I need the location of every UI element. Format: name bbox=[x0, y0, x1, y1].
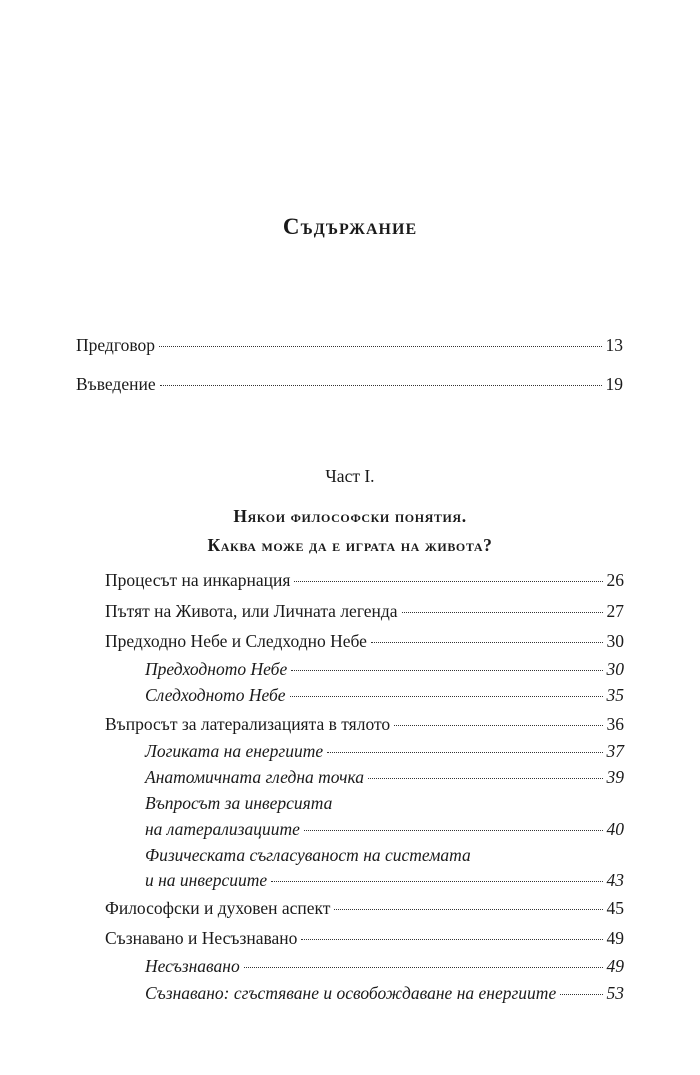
page-title: Съдържание bbox=[282, 214, 418, 239]
part-title-line-1: Някои философски понятия. bbox=[233, 506, 467, 526]
toc-subentry[interactable] bbox=[145, 818, 624, 840]
toc-entry-label: Предходно Небе и Следходно Небе bbox=[105, 631, 367, 651]
toc-entry-page: 49 bbox=[606, 956, 624, 976]
toc-entry-label: Съзнавано: сгъстяване и освобождаване на енергиите bbox=[145, 983, 557, 1003]
toc-subentry[interactable] bbox=[145, 766, 624, 788]
toc-entry-label: Процесът на инкарнация bbox=[105, 570, 291, 590]
part-label: Част I. bbox=[325, 466, 375, 486]
dot-leader bbox=[368, 778, 603, 779]
toc-entry-label: Несъзнавано bbox=[145, 956, 240, 976]
toc-entry-label: Съзнавано и Несъзнавано bbox=[105, 928, 298, 948]
dot-leader bbox=[244, 967, 603, 968]
dot-leader bbox=[301, 939, 602, 940]
dot-leader bbox=[371, 642, 603, 643]
toc-entry-page: 49 bbox=[606, 928, 624, 948]
toc-entry[interactable] bbox=[105, 927, 624, 949]
toc-subentry-first-line: Физическата съгласуваност на системата bbox=[145, 845, 471, 865]
dot-leader bbox=[394, 725, 602, 726]
dot-leader bbox=[327, 752, 602, 753]
toc-entry-label: Предходното Небе bbox=[145, 659, 288, 679]
toc-entry[interactable] bbox=[105, 897, 624, 919]
toc-entry-label: Следходното Небе bbox=[145, 685, 286, 705]
dot-leader bbox=[334, 909, 602, 910]
toc-entry-page: 35 bbox=[606, 685, 624, 705]
toc-entry-page: 19 bbox=[605, 374, 623, 394]
toc-entry-page: 26 bbox=[606, 570, 624, 590]
dot-leader bbox=[304, 830, 603, 831]
toc-subentry[interactable] bbox=[145, 684, 624, 706]
toc-entry-page: 43 bbox=[606, 870, 624, 890]
dot-leader bbox=[402, 612, 603, 613]
dot-leader bbox=[271, 881, 602, 882]
dot-leader bbox=[160, 385, 602, 386]
dot-leader bbox=[560, 994, 602, 995]
part-title-line-2: Каква може да е играта на живота? bbox=[207, 535, 493, 555]
toc-entry-label: Логиката на енергиите bbox=[145, 741, 324, 761]
dot-leader bbox=[159, 346, 602, 347]
toc-entry-label: и на инверсиите bbox=[145, 870, 268, 890]
toc-entry[interactable] bbox=[105, 630, 624, 652]
toc-entry-introduction[interactable] bbox=[76, 373, 623, 395]
toc-entry-page: 40 bbox=[606, 819, 624, 839]
toc-entry-page: 13 bbox=[605, 335, 623, 355]
toc-entry-page: 45 bbox=[606, 898, 624, 918]
toc-entry-label: Въведение bbox=[76, 374, 156, 394]
toc-entry[interactable] bbox=[105, 713, 624, 735]
toc-subentry[interactable] bbox=[145, 869, 624, 891]
dot-leader bbox=[290, 696, 603, 697]
toc-entry[interactable] bbox=[105, 569, 624, 591]
toc-subentry[interactable] bbox=[145, 658, 624, 680]
toc-entry-page: 53 bbox=[606, 983, 624, 1003]
toc-subentry-first-line: Въпросът за инверсията bbox=[145, 793, 333, 813]
toc-entry-label: на латерализациите bbox=[145, 819, 300, 839]
toc-entry-label: Пътят на Живота, или Личната легенда bbox=[105, 601, 398, 621]
toc-subentry[interactable] bbox=[145, 740, 624, 762]
toc-entry-label: Предговор bbox=[76, 335, 155, 355]
toc-entry-page: 30 bbox=[606, 659, 624, 679]
toc-entry[interactable] bbox=[105, 600, 624, 622]
toc-subentry[interactable] bbox=[145, 955, 624, 977]
toc-entry-page: 37 bbox=[606, 741, 624, 761]
toc-entry-page: 36 bbox=[606, 714, 624, 734]
toc-entry-label: Въпросът за латерализацията в тялото bbox=[105, 714, 391, 734]
dot-leader bbox=[294, 581, 602, 582]
toc-entry-page: 27 bbox=[606, 601, 624, 621]
dot-leader bbox=[291, 670, 602, 671]
toc-entry-preface[interactable] bbox=[76, 334, 623, 356]
toc-entry-label: Анатомичната гледна точка bbox=[145, 767, 364, 787]
toc-entry-page: 30 bbox=[606, 631, 624, 651]
toc-entry-label: Философски и духовен аспект bbox=[105, 898, 331, 918]
toc-subentry[interactable] bbox=[145, 982, 624, 1004]
toc-entry-page: 39 bbox=[606, 767, 624, 787]
